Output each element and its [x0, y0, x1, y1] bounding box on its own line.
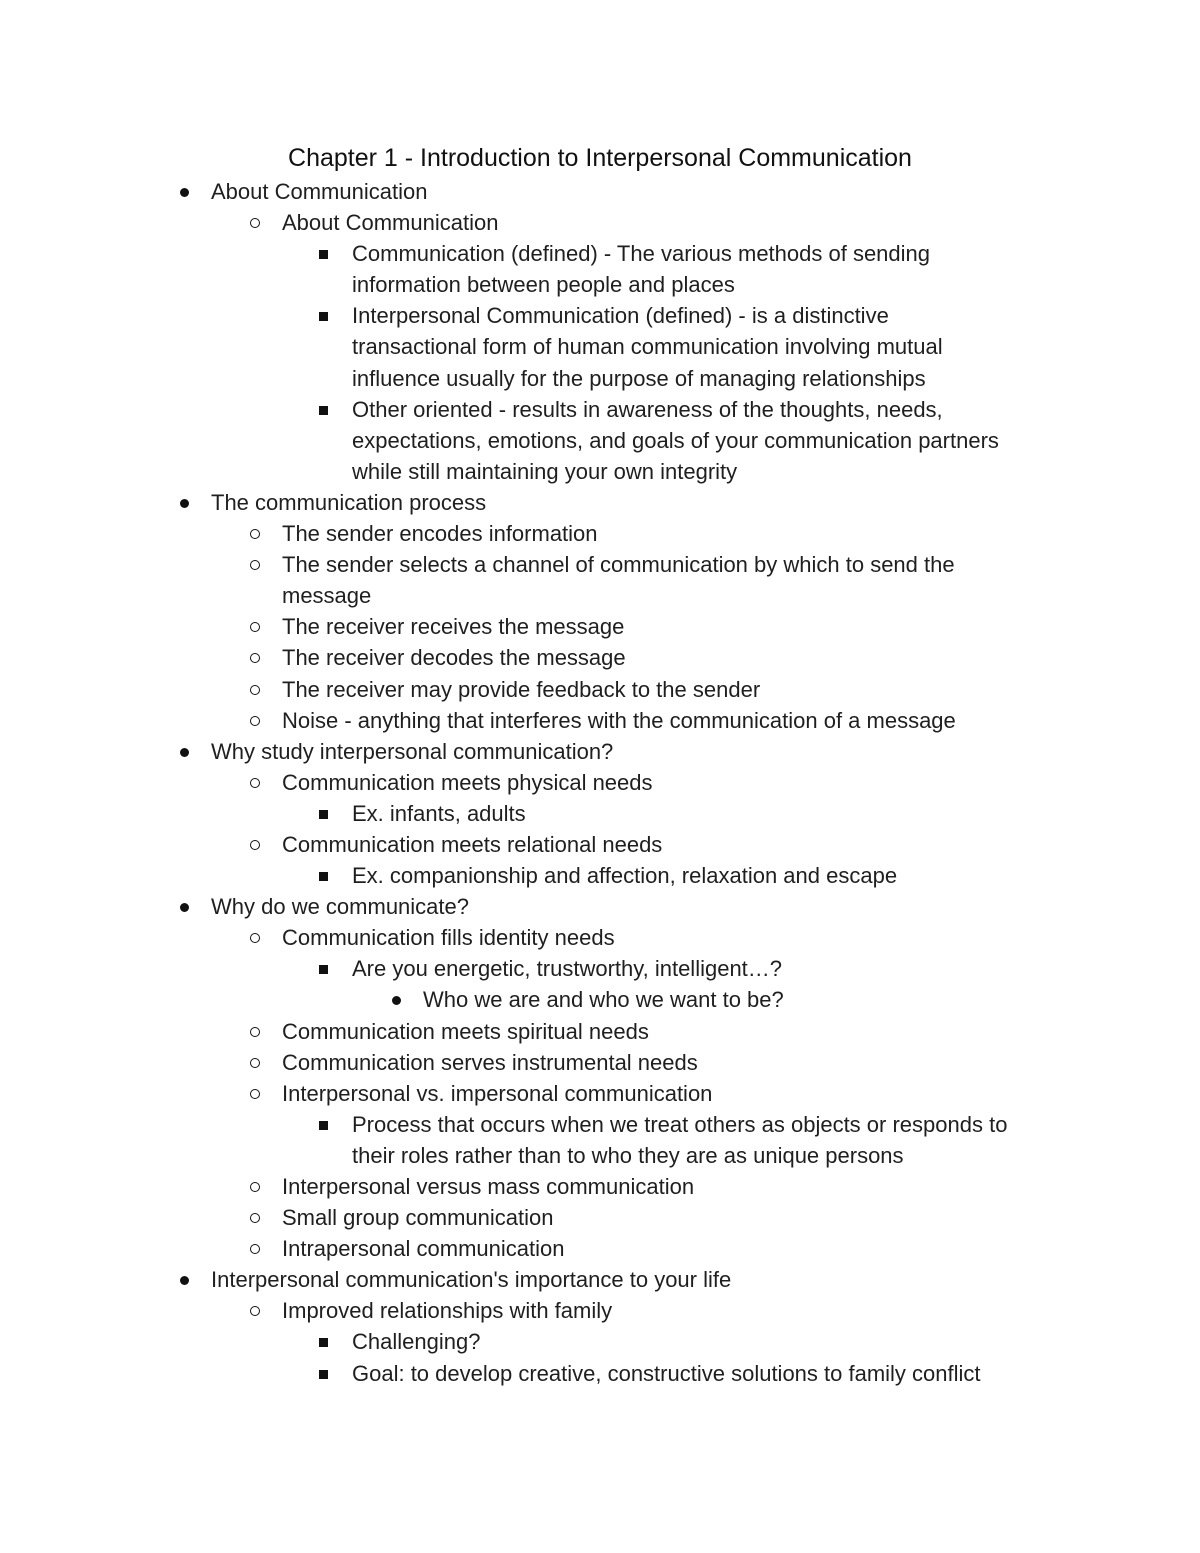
outline-item — [0, 922, 1200, 953]
outline-item — [0, 580, 1200, 611]
bullet-square-icon — [319, 312, 328, 321]
outline-item — [0, 1171, 1200, 1202]
bullet-circle-icon — [250, 933, 260, 943]
bullet-disc-icon — [180, 188, 189, 197]
outline-item — [0, 953, 1200, 984]
bullet-circle-icon — [250, 560, 260, 570]
outline-item-text: Communication meets spiritual needs — [282, 1018, 649, 1044]
bullet-circle-icon — [250, 778, 260, 788]
outline-item-text: message — [282, 583, 372, 609]
outline-item — [0, 1358, 1200, 1389]
page-title: Chapter 1 - Introduction to Interpersonal Communication — [288, 144, 912, 172]
bullet-circle-icon — [250, 529, 260, 539]
bullet-square-icon — [319, 872, 328, 881]
outline-item — [0, 1047, 1200, 1078]
outline-item — [0, 425, 1200, 456]
outline-item-text: Challenging? — [352, 1329, 481, 1355]
outline-item — [0, 1078, 1200, 1109]
outline-item — [0, 1109, 1200, 1140]
outline-item-text: expectations, emotions, and goals of your communication partners — [352, 427, 999, 453]
bullet-square-icon — [319, 250, 328, 259]
outline-item-text: Interpersonal vs. impersonal communication — [282, 1080, 713, 1106]
outline-item-text: The communication process — [211, 489, 487, 515]
bullet-square-icon — [319, 1370, 328, 1379]
outline-item — [0, 860, 1200, 891]
outline-item-text: The receiver decodes the message — [282, 645, 626, 671]
outline-item — [0, 705, 1200, 736]
outline-item-text: Communication fills identity needs — [282, 925, 615, 951]
outline-item — [0, 1202, 1200, 1233]
outline-item-text: Intrapersonal communication — [282, 1236, 565, 1262]
outline-item — [0, 549, 1200, 580]
outline-item — [0, 331, 1200, 362]
outline-item-text: their roles rather than to who they are as unique persons — [352, 1142, 904, 1168]
outline-item-text: The receiver may provide feedback to the sender — [282, 676, 761, 702]
outline-item — [0, 1326, 1200, 1357]
outline-item-text: Who we are and who we want to be? — [423, 987, 784, 1013]
outline-item-text: Why do we communicate? — [211, 894, 469, 920]
bullet-circle-icon — [250, 1213, 260, 1223]
outline-item-text: influence usually for the purpose of managing relationships — [352, 365, 926, 391]
outline-item-text: About Communication — [282, 210, 499, 236]
outline-item-text: Goal: to develop creative, constructive solutions to family conflict — [352, 1360, 981, 1386]
outline-item — [0, 642, 1200, 673]
outline-item-text: Interpersonal communication's importance to your life — [211, 1267, 732, 1293]
bullet-square-icon — [319, 406, 328, 415]
outline-item — [0, 611, 1200, 642]
outline-item — [0, 1264, 1200, 1295]
outline-item — [0, 394, 1200, 425]
outline-item-text: Communication serves instrumental needs — [282, 1049, 698, 1075]
bullet-circle-icon — [250, 685, 260, 695]
outline-item — [0, 300, 1200, 331]
bullet-circle-icon — [250, 218, 260, 228]
bullet-circle-icon — [250, 716, 260, 726]
outline-item-text: Interpersonal versus mass communication — [282, 1174, 695, 1199]
outline-item — [0, 798, 1200, 829]
bullet-circle-icon — [250, 1244, 260, 1254]
outline-item — [0, 1295, 1200, 1326]
outline-item — [0, 1233, 1200, 1264]
outline-item — [0, 767, 1200, 798]
outline-item — [0, 984, 1200, 1015]
outline-item — [0, 1016, 1200, 1047]
outline-item — [0, 269, 1200, 300]
outline-item-text: Communication (defined) - The various methods of sending — [352, 241, 931, 267]
outline-list — [0, 176, 1200, 1389]
outline-item-text: The sender encodes information — [282, 521, 598, 547]
bullet-circle-icon — [250, 1027, 260, 1037]
outline-item-text: Ex. companionship and affection, relaxation and escape — [352, 863, 898, 889]
outline-item-text: The sender selects a channel of communication by which to send the — [282, 552, 955, 578]
bullet-disc-icon — [180, 499, 189, 508]
outline-item-text: Why study interpersonal communication? — [211, 738, 614, 764]
bullet-circle-icon — [250, 622, 260, 632]
bullet-square-icon — [319, 965, 328, 974]
outline-item — [0, 238, 1200, 269]
outline-item-text: Communication meets physical needs — [282, 769, 653, 795]
outline-item-text: Communication meets relational needs — [282, 831, 663, 857]
outline-item — [0, 1140, 1200, 1171]
outline-item-text: Other oriented - results in awareness of the thoughts, needs, — [352, 396, 943, 422]
outline-item — [0, 456, 1200, 487]
bullet-square-icon — [319, 1338, 328, 1347]
outline-item-text: Interpersonal Communication (defined) - is a distinctive — [352, 303, 889, 329]
bullet-circle-icon — [250, 1058, 260, 1068]
bullet-circle-icon — [250, 1089, 260, 1099]
outline-item — [0, 674, 1200, 705]
bullet-disc-icon — [180, 1276, 189, 1285]
bullet-disc-icon — [392, 996, 401, 1005]
bullet-circle-icon — [250, 1182, 260, 1192]
outline-item-text: information between people and places — [352, 272, 735, 298]
outline-item-text: Process that occurs when we treat others as objects or responds to — [352, 1111, 1008, 1137]
bullet-circle-icon — [250, 840, 260, 850]
outline-item-text: transactional form of human communication involving mutual — [352, 334, 943, 360]
outline-item — [0, 736, 1200, 767]
outline-item-text: Noise - anything that interferes with the communication of a message — [282, 707, 956, 733]
outline-item-text: while still maintaining your own integrity — [352, 458, 738, 484]
outline-item-text: About Communication — [211, 179, 428, 204]
outline-item-text: Ex. infants, adults — [352, 800, 526, 826]
bullet-square-icon — [319, 810, 328, 819]
bullet-disc-icon — [180, 748, 189, 757]
outline-item — [0, 518, 1200, 549]
bullet-circle-icon — [250, 1306, 260, 1316]
outline-item-text: Small group communication — [282, 1205, 554, 1231]
bullet-circle-icon — [250, 653, 260, 663]
outline-item — [0, 829, 1200, 860]
outline-item — [0, 891, 1200, 922]
outline-item — [0, 363, 1200, 394]
outline-item — [0, 176, 1200, 207]
bullet-disc-icon — [180, 903, 189, 912]
outline-item-text: Improved relationships with family — [282, 1298, 613, 1324]
outline-item — [0, 207, 1200, 238]
outline-item-text: Are you energetic, trustworthy, intelligent…? — [352, 956, 783, 982]
bullet-square-icon — [319, 1121, 328, 1130]
outline-item — [0, 487, 1200, 518]
outline-item-text: The receiver receives the message — [282, 614, 625, 640]
